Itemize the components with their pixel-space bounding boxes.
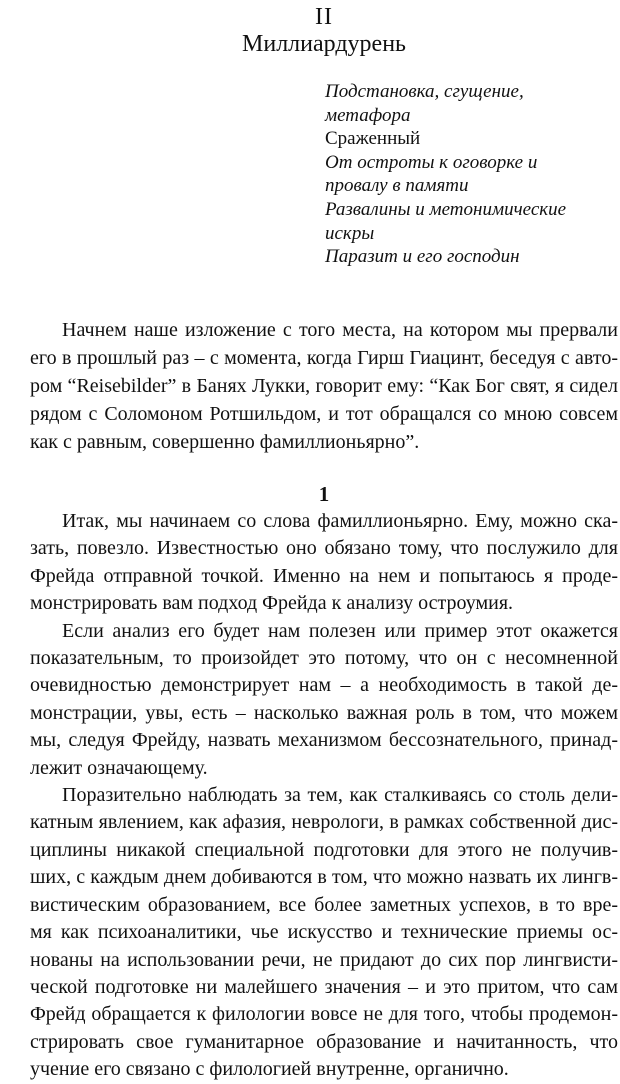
text-line: очевидностью демонстрирует нам – а необходимость в такой де- (30, 674, 618, 697)
section-number: 1 (318, 482, 330, 506)
text-line: вистическим образованием, все более заметных успехов, в то вре- (30, 893, 618, 916)
text-line: мы, следуя Фрейду, назвать механизмом бессознательного, принад- (30, 729, 618, 752)
contents-entry: Развалины и метонимические (325, 198, 567, 220)
contents-entry: Подстановка, сгущение, (325, 81, 524, 102)
text-line: ческой подготовке ни малейшего значения – и это притом, что сам (30, 975, 618, 998)
chapter-title: Миллиардурень (242, 31, 406, 57)
text-line: стрировать свое гуманитарное образование и начитанность, что (30, 1030, 618, 1053)
book-page (30, 0, 618, 1081)
text-line: рядом с Соломоном Ротшильдом, и тот обращался со мною совсем (30, 403, 618, 425)
text-line: Фрейда отправной точкой. Именно на нем и попытаюсь я проде- (30, 564, 618, 587)
contents-entry: Сраженный (325, 128, 421, 150)
text-line: монстрировать вам подход Фрейда к анализу остроумия. (30, 592, 514, 615)
contents-entry: искры (325, 222, 375, 244)
text-line: Если анализ его будет нам полезен или пример этот окажется (62, 619, 618, 642)
text-line: лежит означающему. (30, 756, 208, 779)
text-line: катным явлением, как афазия, неврологи, в рамках собственной дис- (30, 811, 618, 834)
section-body (30, 508, 618, 1084)
text-line: нованы на использовании речи, не придают до сих пор лингвисти- (30, 948, 618, 971)
text-line: его в прошлый раз – с момента, когда Гирш Гиацинт, беседуя с авто- (30, 347, 618, 369)
contents-entry: Паразит и его господин (325, 246, 520, 268)
text-line: Фрейд обращается к филологии вовсе не для того, чтобы продемон- (30, 1003, 618, 1026)
contents-entry: метафора (325, 104, 411, 126)
text-line: учение его связано с филологией внутренне, органично. (30, 1058, 509, 1081)
intro-paragraph (30, 316, 618, 456)
chapter-number: II (315, 4, 333, 30)
text-line: показательным, то произойдет это потому, что он с несомненной (30, 647, 618, 670)
text-line: Поразительно наблюдать за тем, как сталкиваясь со столь дели- (62, 784, 618, 807)
text-line: циплины никакой специальной подготовки для этого не получив- (30, 838, 618, 861)
text-line: монстрации, увы, есть – насколько важная роль в том, что можем (30, 701, 618, 724)
text-line: как с равным, совершенно фамиллионьярно”. (30, 431, 420, 453)
chapter-contents (325, 80, 615, 269)
text-line: Начнем наше изложение с того места, на котором мы прервали (62, 319, 618, 341)
contents-entry: От остроты к оговорке и (325, 151, 538, 173)
text-line: ром “Reisebilder” в Банях Лукки, говорит ему: “Как Бог свят, я сидел (30, 375, 618, 397)
text-line: ших, с каждым днем добиваются в том, что можно назвать их лингв- (30, 866, 618, 889)
text-line: Итак, мы начинаем со слова фамиллионьярно. Ему, можно ска- (62, 510, 618, 532)
contents-entry: провалу в памяти (325, 175, 469, 197)
text-line: мя как психоаналитики, чье искусство и технические приемы ос- (30, 921, 618, 944)
text-line: зать, повезло. Известностью оно обязано тому, что послужило для (30, 537, 618, 560)
